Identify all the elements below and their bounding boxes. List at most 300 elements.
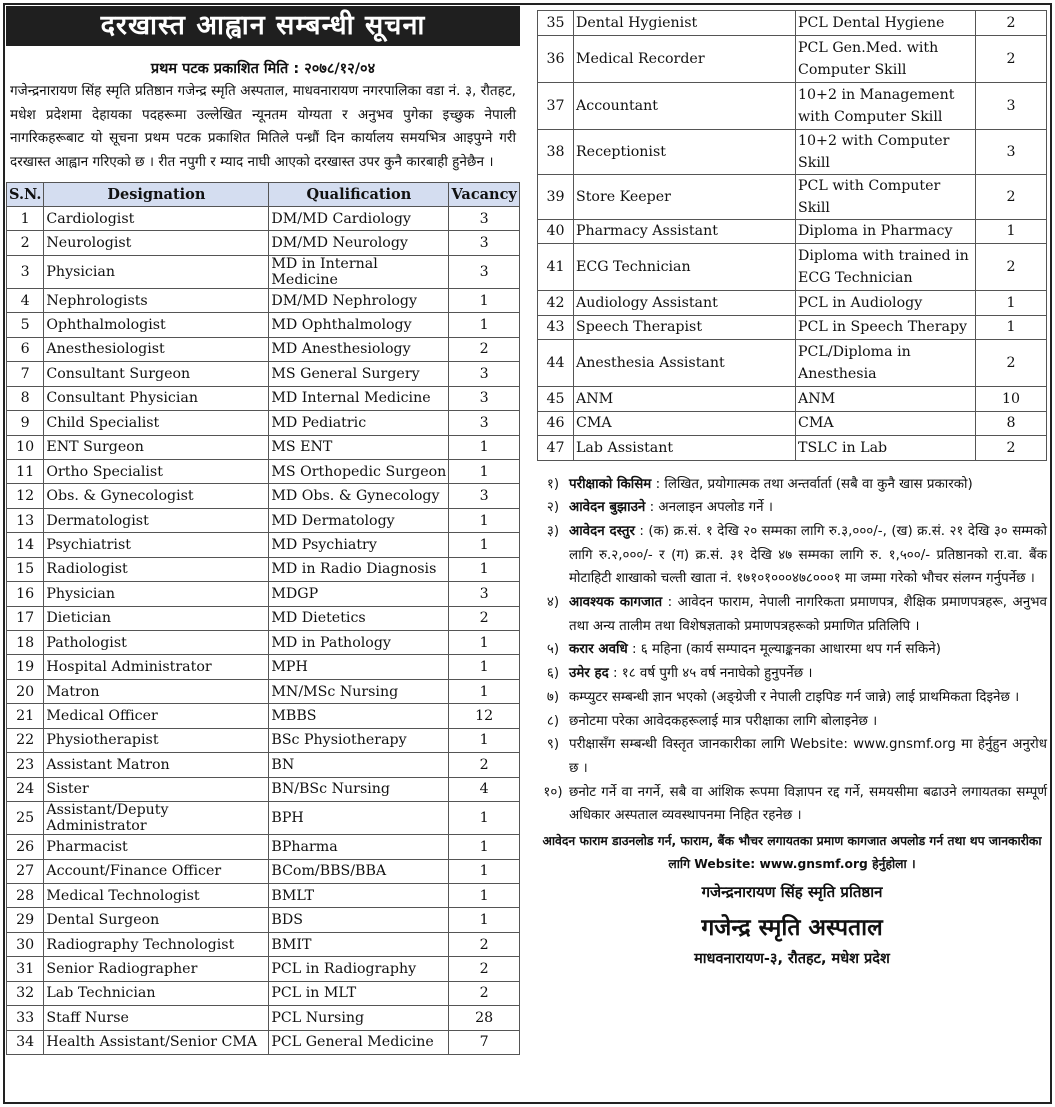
row-sn: 39 [538,174,574,219]
row-designation: Consultant Physician [44,386,269,410]
row-vacancy: 2 [976,244,1047,291]
row-qualification: BCom/BBS/BBA [269,859,449,883]
note-item [537,686,1047,710]
row-designation: Ophthalmologist [44,313,269,337]
row-vacancy: 28 [449,1006,520,1030]
table-row [538,174,1047,219]
hospital-address: माधवनारायण-३, रौतहट, मधेश प्रदेश [694,951,890,968]
row-sn: 14 [7,533,44,557]
row-vacancy: 2 [976,35,1047,82]
row-vacancy: 3 [449,386,520,410]
row-sn: 28 [7,883,44,907]
vacancy-table-right [537,10,1047,461]
note-body: छनोटमा परेका आवेदकहरूलाई मात्र परीक्षाका लागि बोलाइनेछ । [569,713,878,729]
table-row [7,459,520,483]
row-sn: 37 [538,82,574,129]
table-row [7,533,520,557]
table-row [7,859,520,883]
row-qualification: MD in Pathology [269,631,449,655]
row-sn: 25 [7,802,44,835]
note-body: : ६ महिना (कार्य सम्पादन मूल्याङ्कनका आधारमा थप गर्न सकिने) [627,642,941,658]
row-sn: 3 [7,255,44,288]
row-sn: 4 [7,288,44,312]
row-qualification: MBBS [269,704,449,728]
row-sn: 33 [7,1006,44,1030]
table-row [7,313,520,337]
row-sn: 36 [538,35,574,82]
row-qualification: MD in Radio Diagnosis [269,557,449,581]
table-row [7,835,520,859]
row-designation: Staff Nurse [44,1006,269,1030]
row-designation: CMA [574,411,796,436]
note-text [569,710,1047,734]
row-designation: Neurologist [44,231,269,255]
row-qualification: MS ENT [269,435,449,459]
row-sn: 44 [538,340,574,387]
row-designation: Hospital Administrator [44,655,269,679]
row-sn: 21 [7,704,44,728]
row-designation: ENT Surgeon [44,435,269,459]
note-number: १) [546,476,560,492]
note-label: करार अवधि [569,642,628,658]
table-row [7,802,520,835]
row-vacancy: 1 [449,835,520,859]
row-qualification: BPharma [269,835,449,859]
row-designation: Senior Radiographer [44,957,269,981]
row-designation: Radiography Technologist [44,932,269,956]
row-vacancy: 3 [976,129,1047,174]
table-row [7,508,520,532]
table-row [7,606,520,630]
row-sn: 12 [7,484,44,508]
row-qualification: 10+2 in Management with Computer Skill [796,82,976,129]
note-item [537,781,1047,828]
row-vacancy: 1 [449,508,520,532]
row-sn: 11 [7,459,44,483]
note-text [569,733,1047,780]
row-sn: 30 [7,932,44,956]
note-number: ५) [546,642,560,658]
row-sn: 29 [7,908,44,932]
notes-list [537,473,1047,829]
header-qualification: Qualification [269,183,449,207]
table-row [7,557,520,581]
row-sn: 40 [538,219,574,244]
row-qualification: BDS [269,908,449,932]
row-designation: Cardiologist [44,207,269,231]
row-vacancy: 8 [976,411,1047,436]
table-row [538,291,1047,316]
note-item [537,520,1047,591]
notice-title: दरखास्त आह्वान सम्बन्धी सूचना [6,6,520,46]
note-number: ७) [546,689,560,705]
note-body: परीक्षासँग सम्बन्धी विस्तृत जानकारीका लागि Website: www.gnsmf.org मा हेर्नुहुन अनुरोध छ । [569,737,1047,776]
org-name: गजेन्द्रनारायण सिंह स्मृति प्रतिष्ठान [701,883,883,902]
row-designation: Receptionist [574,129,796,174]
note-text [569,662,1047,686]
header-sn: S.N. [7,183,44,207]
row-designation: Dental Hygienist [574,11,796,36]
row-sn: 42 [538,291,574,316]
row-vacancy: 1 [449,908,520,932]
note-text [569,781,1047,828]
row-vacancy: 1 [449,533,520,557]
row-vacancy: 1 [449,802,520,835]
header-designation: Designation [44,183,269,207]
row-qualification: PCL Nursing [269,1006,449,1030]
row-qualification: Diploma with trained in ECG Technician [796,244,976,291]
right-column [537,10,1047,968]
row-designation: Sister [44,777,269,801]
row-sn: 32 [7,981,44,1005]
row-sn: 16 [7,582,44,606]
note-text [569,520,1047,591]
row-designation: Obs. & Gynecologist [44,484,269,508]
row-designation: Assistant/Deputy Administrator [44,802,269,835]
row-qualification: BN/BSc Nursing [269,777,449,801]
row-vacancy: 12 [449,704,520,728]
header-vacancy: Vacancy [449,183,520,207]
table-row [538,11,1047,36]
row-qualification: PCL Dental Hygiene [796,11,976,36]
row-qualification: ANM [796,387,976,412]
note-body: कम्प्युटर सम्बन्धी ज्ञान भएको (अङ्ग्रेजी र नेपाली टाइपिङ गर्न जान्ने) लाई प्राथमिकता दिइनेछ । [569,689,1020,705]
note-body: : लिखित, प्रयोगात्मक तथा अन्तर्वार्ता (सबै वा कुनै खास प्रकारको) [651,476,973,492]
note-item [537,710,1047,734]
note-label: आवश्यक कागजात [569,595,663,611]
note-text [569,496,1047,520]
row-designation: Anesthesia Assistant [574,340,796,387]
row-vacancy: 1 [449,859,520,883]
table-row [7,679,520,703]
note-number: ४) [546,595,560,611]
note-number: ३) [546,523,560,539]
row-sn: 18 [7,631,44,655]
left-column [6,6,520,1055]
row-sn: 26 [7,835,44,859]
table-row [7,207,520,231]
row-designation: Account/Finance Officer [44,859,269,883]
row-qualification: BN [269,753,449,777]
row-designation: Consultant Surgeon [44,362,269,386]
table-row [7,288,520,312]
note-item [537,473,1047,497]
row-vacancy: 3 [449,231,520,255]
row-designation: Nephrologists [44,288,269,312]
table-row [7,981,520,1005]
row-designation: Psychiatrist [44,533,269,557]
row-vacancy: 1 [976,219,1047,244]
row-vacancy: 1 [449,883,520,907]
row-vacancy: 1 [449,655,520,679]
table-row [538,387,1047,412]
row-vacancy: 3 [449,207,520,231]
table-row [7,411,520,435]
table-row [7,655,520,679]
row-vacancy: 2 [449,606,520,630]
vacancy-table-left [6,182,520,1055]
row-sn: 24 [7,777,44,801]
row-vacancy: 2 [976,340,1047,387]
row-sn: 1 [7,207,44,231]
row-vacancy: 1 [449,313,520,337]
note-body: : (क) क्र.सं. १ देखि २० सम्मका लागि रु.३,०००/-, (ख) क्र.सं. २१ देखि ३० सम्मको लागि रु.२,०००/- र (ग) क्र.सं. ३१ देखि ४७ सम्मका लागि रु. १,५००/- प्रतिष्ठानको रा.वा. बैंक मोटाहिटी शाखाको चल्ती खाता नं. १७१०१०००४७८०००१ मा जम्मा गरेको भौचर संलग्न गर्नुपर्नेछ । [569,523,1048,587]
download-note: आवेदन फाराम डाउनलोड गर्न, फाराम, बैंक भौचर लगायतका प्रमाण कागजात अपलोड गर्न तथा थप जानकारीका लागि Website: www.gnsmf.org हेर्नुहोला । [542,834,1042,872]
table-row [7,231,520,255]
row-qualification: CMA [796,411,976,436]
row-qualification: Diploma in Pharmacy [796,219,976,244]
row-sn: 35 [538,11,574,36]
row-qualification: 10+2 with Computer Skill [796,129,976,174]
row-vacancy: 3 [976,82,1047,129]
row-qualification: DM/MD Nephrology [269,288,449,312]
table-row [7,777,520,801]
row-designation: Physician [44,582,269,606]
table-row [7,1030,520,1054]
row-designation: Store Keeper [574,174,796,219]
row-qualification: DM/MD Cardiology [269,207,449,231]
row-qualification: DM/MD Neurology [269,231,449,255]
row-sn: 6 [7,337,44,361]
table-row [7,728,520,752]
note-body: छनोट गर्ने वा नगर्ने, सबै वा आंशिक रूपमा विज्ञापन रद्द गर्ने, समयसीमा बढाउने लगायतका सम्पूर्ण अधिकार अस्पताल व्यवस्थापनमा निहित रहनेछ । [569,784,1047,824]
row-qualification: PCL in Radiography [269,957,449,981]
row-vacancy: 1 [976,291,1047,316]
row-designation: Pharmacy Assistant [574,219,796,244]
table-row [538,411,1047,436]
row-qualification: BSc Physiotherapy [269,728,449,752]
published-date: प्रथम पटक प्रकाशित मिति : २०७८/१२/०४ [150,61,376,77]
table-row [538,340,1047,387]
row-qualification: MD Dietetics [269,606,449,630]
row-vacancy: 2 [449,932,520,956]
note-number: २) [546,500,560,516]
row-vacancy: 7 [449,1030,520,1054]
row-qualification: PCL/Diploma in Anesthesia [796,340,976,387]
row-sn: 22 [7,728,44,752]
row-vacancy: 3 [449,582,520,606]
note-text [569,638,1047,662]
row-vacancy: 2 [449,753,520,777]
row-designation: Medical Recorder [574,35,796,82]
row-sn: 41 [538,244,574,291]
note-text [569,473,1047,497]
table-row [7,386,520,410]
row-designation: Speech Therapist [574,315,796,340]
row-qualification: MD Anesthesiology [269,337,449,361]
row-designation: ANM [574,387,796,412]
table-row [7,1006,520,1030]
table-row [538,219,1047,244]
note-body: : आवेदन फाराम, नेपाली नागरिकता प्रमाणपत्र, शैक्षिक प्रमाणपत्रहरू, अनुभव तथा अन्य तालीम तथा विशेषज्ञताको प्रमाणपत्रहरूको प्रमाणित प्रतिलिपि । [569,595,1047,634]
row-vacancy: 4 [449,777,520,801]
row-sn: 17 [7,606,44,630]
row-sn: 8 [7,386,44,410]
row-designation: Dental Surgeon [44,908,269,932]
row-designation: Physician [44,255,269,288]
row-designation: Pharmacist [44,835,269,859]
table-row [538,244,1047,291]
row-qualification: MS General Surgery [269,362,449,386]
note-text [569,591,1047,638]
row-qualification: MD Internal Medicine [269,386,449,410]
row-sn: 38 [538,129,574,174]
row-qualification: MD in Internal Medicine [269,255,449,288]
table-row [7,255,520,288]
row-sn: 9 [7,411,44,435]
row-qualification: MD Psychiatry [269,533,449,557]
row-qualification: PCL with Computer Skill [796,174,976,219]
row-vacancy: 2 [449,957,520,981]
row-designation: Ortho Specialist [44,459,269,483]
row-sn: 23 [7,753,44,777]
row-sn: 5 [7,313,44,337]
row-designation: Child Specialist [44,411,269,435]
table-row [7,957,520,981]
row-qualification: PCL in Audiology [796,291,976,316]
note-number: १०) [543,784,563,800]
row-sn: 46 [538,411,574,436]
row-vacancy: 1 [449,435,520,459]
row-sn: 2 [7,231,44,255]
table-row [7,582,520,606]
row-vacancy: 2 [449,981,520,1005]
row-sn: 10 [7,435,44,459]
row-designation: Health Assistant/Senior CMA [44,1030,269,1054]
row-qualification: MPH [269,655,449,679]
row-vacancy: 3 [449,362,520,386]
table-row [7,337,520,361]
row-designation: Assistant Matron [44,753,269,777]
row-sn: 31 [7,957,44,981]
row-qualification: PCL in MLT [269,981,449,1005]
note-body: : १८ वर्ष पुगी ४५ वर्ष ननाघेको हुनुपर्नेछ । [608,666,813,682]
row-sn: 27 [7,859,44,883]
note-number: ६) [546,666,560,682]
row-qualification: PCL General Medicine [269,1030,449,1054]
table-row [7,932,520,956]
row-designation: Audiology Assistant [574,291,796,316]
row-vacancy: 3 [449,255,520,288]
table-row [538,129,1047,174]
row-designation: Anesthesiologist [44,337,269,361]
note-item [537,733,1047,780]
row-vacancy: 3 [449,484,520,508]
row-vacancy: 1 [449,288,520,312]
row-sn: 43 [538,315,574,340]
row-qualification: MN/MSc Nursing [269,679,449,703]
row-vacancy: 1 [449,459,520,483]
row-sn: 20 [7,679,44,703]
note-item [537,591,1047,638]
row-qualification: MD Obs. & Gynecology [269,484,449,508]
row-sn: 34 [7,1030,44,1054]
note-body: : अनलाइन अपलोड गर्ने । [645,500,773,516]
row-qualification: PCL in Speech Therapy [796,315,976,340]
row-designation: Accountant [574,82,796,129]
row-sn: 7 [7,362,44,386]
table-row [538,35,1047,82]
row-vacancy: 10 [976,387,1047,412]
note-item [537,662,1047,686]
row-designation: Pathologist [44,631,269,655]
row-qualification: MD Ophthalmology [269,313,449,337]
note-number: ९) [546,737,560,753]
row-designation: Dermatologist [44,508,269,532]
row-qualification: BMIT [269,932,449,956]
row-designation: Radiologist [44,557,269,581]
row-vacancy: 2 [976,436,1047,461]
row-vacancy: 1 [976,315,1047,340]
row-vacancy: 1 [449,679,520,703]
table-header-row [7,183,520,207]
note-label: आवेदन बुझाउने [569,500,646,516]
table-row [7,883,520,907]
note-text [569,686,1047,710]
row-vacancy: 2 [449,337,520,361]
table-row [538,436,1047,461]
note-label: उमेर हद [569,666,609,682]
row-sn: 47 [538,436,574,461]
table-row [7,908,520,932]
row-designation: Lab Technician [44,981,269,1005]
table-row [538,82,1047,129]
note-label: परीक्षाको किसिम [569,476,652,492]
hospital-name: गजेन्द्र स्मृति अस्पताल [701,915,883,942]
row-qualification: PCL Gen.Med. with Computer Skill [796,35,976,82]
row-sn: 45 [538,387,574,412]
note-number: ८) [546,713,560,729]
note-item [537,638,1047,662]
table-row [7,362,520,386]
row-qualification: MS Orthopedic Surgeon [269,459,449,483]
row-designation: Medical Technologist [44,883,269,907]
row-vacancy: 1 [449,728,520,752]
row-qualification: MD Pediatric [269,411,449,435]
row-vacancy: 2 [976,174,1047,219]
row-sn: 15 [7,557,44,581]
row-designation: ECG Technician [574,244,796,291]
intro-paragraph: गजेन्द्रनारायण सिंह स्मृति प्रतिष्ठान गजेन्द्र स्मृति अस्पताल, माधवनारायण नगरपालिका वडा नं. ३, रौतहट, मधेश प्रदेशमा देहायका पदहरूमा उल्लेखित न्यूनतम योग्यता र अनुभव पुगेका इच्छुक नेपाली नागरिकहरूबाट यो सूचना प्रथम पटक प्रकाशित मितिले पन्ध्रौं दिन कार्यालय समयभित्र आइपुग्ने गरी दरखास्त आह्वान गरिएको छ । रीत नपुगी र म्याद नाघी आएको दरखास्त उपर कुनै कारबाही हुनेछैन । [10,83,516,170]
row-sn: 13 [7,508,44,532]
row-designation: Lab Assistant [574,436,796,461]
table-body-left [7,207,520,1055]
row-vacancy: 3 [449,411,520,435]
row-vacancy: 1 [449,557,520,581]
row-designation: Medical Officer [44,704,269,728]
row-qualification: MD Dermatology [269,508,449,532]
table-row [7,484,520,508]
table-body-right [538,11,1047,461]
row-qualification: MDGP [269,582,449,606]
table-row [7,704,520,728]
row-qualification: BMLT [269,883,449,907]
note-item [537,496,1047,520]
note-label: आवेदन दस्तुर [569,523,635,539]
table-row [538,315,1047,340]
row-sn: 19 [7,655,44,679]
row-vacancy: 2 [976,11,1047,36]
row-designation: Matron [44,679,269,703]
row-designation: Physiotherapist [44,728,269,752]
row-designation: Dietician [44,606,269,630]
row-qualification: BPH [269,802,449,835]
table-row [7,631,520,655]
table-row [7,753,520,777]
row-vacancy: 1 [449,631,520,655]
row-qualification: TSLC in Lab [796,436,976,461]
table-row [7,435,520,459]
